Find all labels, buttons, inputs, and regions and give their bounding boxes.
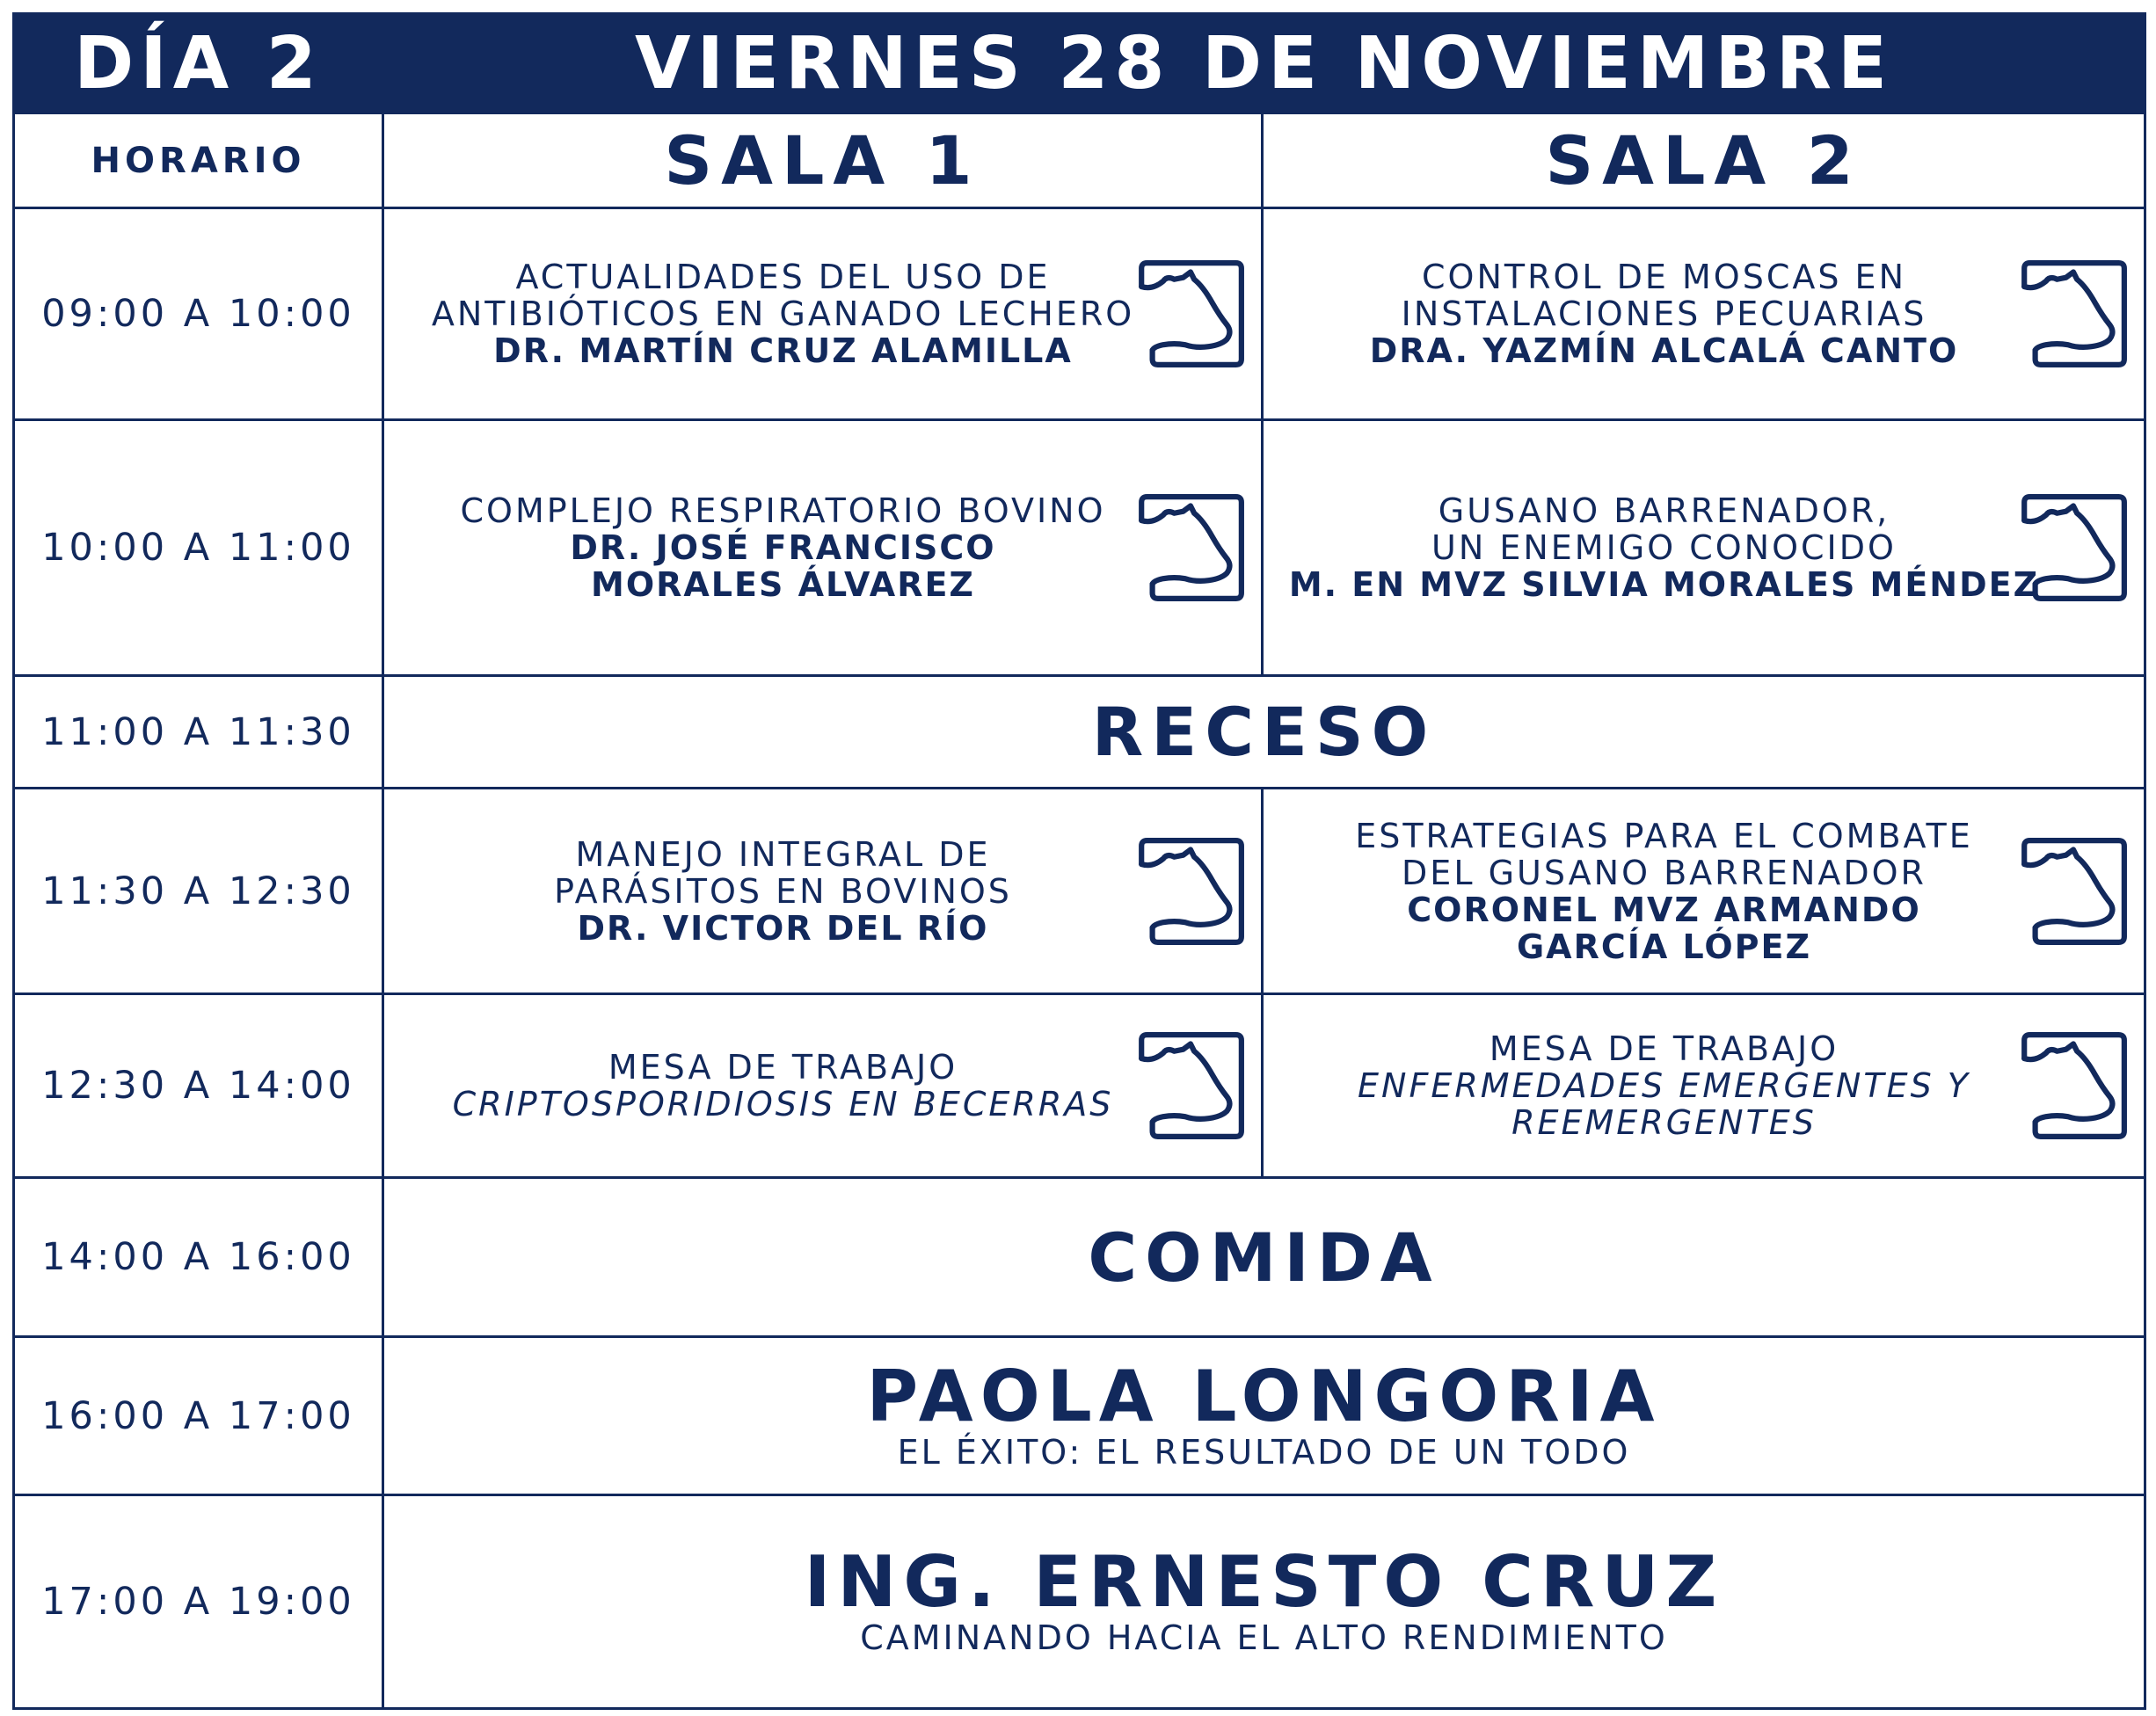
time-cell: 12:30 A 14:00 [14,994,383,1178]
time-cell: 16:00 A 17:00 [14,1337,383,1495]
cow-head-icon [1136,837,1245,946]
time-cell: 09:00 A 10:00 [14,208,383,420]
break-label: COMIDA [1088,1218,1440,1297]
column-header-row [14,113,2145,208]
session-title-line: MESA DE TRABAJO [1489,1029,1839,1068]
keynote-speaker: ING. ERNESTO CRUZ [804,1541,1724,1623]
session-text [1355,818,2052,965]
sala2-session [1263,420,2145,676]
session-text [461,492,1185,603]
keynote-subtitle: CAMINANDO HACIA EL ALTO RENDIMIENTO [860,1618,1668,1657]
cow-head-icon [2019,1031,2128,1140]
speaker-name-line: MORALES ÁLVAREZ [591,565,975,604]
cow-head-icon [1136,493,1245,602]
speaker-name-line: GARCÍA LÓPEZ [1516,927,1812,966]
session-text [1358,1030,2050,1141]
sala2-session [1263,789,2145,994]
slot-row [14,994,2145,1178]
keynote-cell [383,1337,2145,1495]
day-label: DÍA 2 [14,14,383,113]
cow-head-icon [2019,259,2128,368]
day-header-row [14,14,2145,113]
sala2-session [1263,208,2145,420]
speaker-name-line: DR. MARTÍN CRUZ ALAMILLA [493,331,1073,370]
speaker-name-line: DR. VICTOR DEL RÍO [577,908,989,948]
session-title-line: MANEJO INTEGRAL DE [575,834,991,874]
slot-row [14,1495,2145,1709]
slot-row [14,1337,2145,1495]
slot-row [14,789,2145,994]
date-title: VIERNES 28 DE NOVIEMBRE [383,14,2145,113]
speaker-name-line: DRA. YAZMÍN ALCALÁ CANTO [1369,331,1959,370]
session-topic-line: REEMERGENTES [1511,1103,1817,1142]
time-cell: 11:00 A 11:30 [14,676,383,789]
session-topic-line: CRIPTOSPORIDIOSIS EN BECERRAS [452,1085,1114,1123]
speaker-name-line: M. EN MVZ SILVIA MORALES MÉNDEZ [1288,565,2040,604]
time-cell: 14:00 A 16:00 [14,1178,383,1337]
time-cell: 17:00 A 19:00 [14,1495,383,1709]
session-title-line: PARÁSITOS EN BOVINOS [554,871,1012,911]
keynote-speaker: PAOLA LONGORIA [866,1355,1662,1437]
keynote-subtitle: EL ÉXITO: EL RESULTADO DE UN TODO [897,1432,1631,1472]
sala1-session [383,994,1263,1178]
session-text [554,836,1091,947]
cow-head-icon [2019,493,2128,602]
slot-row [14,676,2145,789]
session-title-line: DEL GUSANO BARRENADOR [1402,853,1927,892]
cow-head-icon [1136,1031,1245,1140]
keynote-block [384,1355,2144,1472]
session-title-line: ESTRATEGIAS PARA EL COMBATE [1355,816,1973,855]
sala2-header: SALA 2 [1263,113,2145,208]
slot-row [14,208,2145,420]
session-title-line: ANTIBIÓTICOS EN GANADO LECHERO [431,294,1135,333]
time-cell: 11:30 A 12:30 [14,789,383,994]
break-label: RECESO [1091,693,1437,771]
keynote-cell [383,1495,2145,1709]
speaker-name-line: DR. JOSÉ FRANCISCO [570,528,996,567]
speaker-name-line: CORONEL MVZ ARMANDO [1407,890,1921,929]
slot-row [14,420,2145,676]
keynote-block [384,1541,2144,1657]
session-title-line: MESA DE TRABAJO [608,1048,958,1087]
session-title-line: UN ENEMIGO CONOCIDO [1431,528,1897,567]
horario-header: HORARIO [14,113,383,208]
session-title-line: COMPLEJO RESPIRATORIO BOVINO [460,491,1106,530]
sala1-header: SALA 1 [383,113,1263,208]
break-cell [383,1178,2145,1337]
session-title-line: INSTALACIONES PECUARIAS [1401,294,1927,333]
session-text [1289,492,2118,603]
session-title-line: GUSANO BARRENADOR, [1438,491,1890,530]
session-text [1370,258,2038,369]
cow-head-icon [2019,837,2128,946]
session-title-line: ACTUALIDADES DEL USO DE [515,258,1051,296]
sala1-session [383,208,1263,420]
sala2-session [1263,994,2145,1178]
sala1-session [383,420,1263,676]
cow-head-icon [1136,259,1245,368]
schedule-table [12,12,2146,1710]
session-text [432,258,1213,369]
sala1-session [383,789,1263,994]
session-topic-line: ENFERMEDADES EMERGENTES Y [1358,1066,1970,1105]
session-text [453,1049,1193,1123]
slot-row [14,1178,2145,1337]
session-title-line: CONTROL DE MOSCAS EN [1422,258,1906,296]
break-cell [383,676,2145,789]
time-cell: 10:00 A 11:00 [14,420,383,676]
